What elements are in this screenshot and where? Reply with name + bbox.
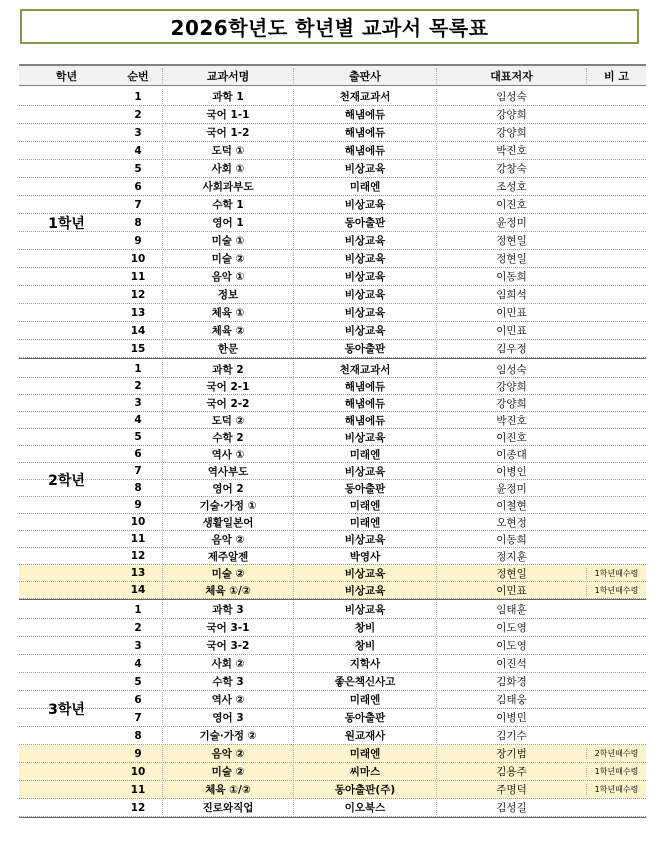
row-number: 15 bbox=[130, 342, 146, 355]
table-bottom-border bbox=[19, 817, 646, 818]
row-number: 8 bbox=[134, 482, 142, 494]
note-cell: 1학년때수령 bbox=[586, 568, 646, 579]
publisher-name: 해냄에듀 bbox=[293, 413, 436, 428]
row-number: 10 bbox=[130, 252, 146, 265]
note-cell: 2학년때수령 bbox=[586, 748, 646, 759]
row-number: 7 bbox=[134, 465, 142, 477]
publisher-name: 지학사 bbox=[293, 656, 436, 671]
author-name: 김성길 bbox=[436, 800, 586, 815]
publisher-name: 박영사 bbox=[293, 549, 436, 564]
row-number: 10 bbox=[130, 516, 146, 528]
author-name: 이도영 bbox=[436, 620, 586, 635]
author-name: 김화경 bbox=[436, 674, 586, 689]
book-name: 진로와직업 bbox=[162, 800, 293, 815]
author-name: 이진호 bbox=[436, 430, 586, 445]
publisher-name: 미래엔 bbox=[293, 746, 436, 761]
book-name: 과학 2 bbox=[162, 362, 293, 377]
note-cell: 1학년때수령 bbox=[586, 784, 646, 795]
author-name: 박진호 bbox=[436, 413, 586, 428]
author-name: 이종대 bbox=[436, 447, 586, 462]
row-number: 4 bbox=[134, 657, 142, 670]
author-name: 이철현 bbox=[436, 498, 586, 513]
publisher-name: 동아출판 bbox=[293, 215, 436, 230]
publisher-name: 해냄에듀 bbox=[293, 107, 436, 122]
author-name: 이민표 bbox=[436, 583, 586, 598]
book-name: 역사 ① bbox=[162, 447, 293, 462]
publisher-name: 비상교육 bbox=[293, 323, 436, 338]
author-name: 강양희 bbox=[436, 107, 586, 122]
book-name: 국어 2-1 bbox=[162, 379, 293, 394]
book-name: 수학 2 bbox=[162, 430, 293, 445]
author-name: 임성숙 bbox=[436, 362, 586, 377]
author-name: 김우정 bbox=[436, 341, 586, 356]
row-number: 9 bbox=[134, 499, 142, 511]
grade-label: 1학년 bbox=[48, 216, 85, 232]
book-name: 영어 2 bbox=[162, 481, 293, 496]
book-name: 과학 3 bbox=[162, 602, 293, 617]
book-name: 국어 1-2 bbox=[162, 125, 293, 140]
row-number: 9 bbox=[134, 747, 142, 760]
book-name: 영어 1 bbox=[162, 215, 293, 230]
row-number: 8 bbox=[134, 216, 142, 229]
author-name: 강양희 bbox=[436, 125, 586, 140]
author-name: 이도영 bbox=[436, 638, 586, 653]
row-number: 11 bbox=[130, 270, 146, 283]
author-name: 정현일 bbox=[436, 566, 586, 581]
publisher-name: 좋은책신사고 bbox=[293, 674, 436, 689]
row-number: 1 bbox=[134, 363, 142, 375]
row-number: 13 bbox=[130, 306, 146, 319]
row-number: 5 bbox=[134, 675, 142, 688]
row-number: 3 bbox=[134, 639, 142, 652]
author-name: 강창숙 bbox=[436, 161, 586, 176]
author-name: 이병인 bbox=[436, 464, 586, 479]
publisher-name: 비상교육 bbox=[293, 464, 436, 479]
book-name: 음악 ② bbox=[162, 746, 293, 761]
book-name: 기술·가정 ① bbox=[162, 498, 293, 513]
header-book: 교과서명 bbox=[162, 68, 293, 84]
book-name: 제주알젠 bbox=[162, 549, 293, 564]
publisher-name: 씨마스 bbox=[293, 764, 436, 779]
grade-separator bbox=[19, 358, 646, 359]
publisher-name: 해냄에듀 bbox=[293, 125, 436, 140]
row-number: 6 bbox=[134, 693, 142, 706]
book-name: 체육 ①/② bbox=[162, 583, 293, 598]
publisher-name: 동아출판 bbox=[293, 341, 436, 356]
row-number: 2 bbox=[134, 380, 142, 392]
book-name: 영어 3 bbox=[162, 710, 293, 725]
publisher-name: 동아출판 bbox=[293, 710, 436, 725]
publisher-name: 비상교육 bbox=[293, 251, 436, 266]
grade-separator bbox=[19, 599, 646, 600]
grade-label: 2학년 bbox=[48, 473, 85, 489]
publisher-name: 비상교육 bbox=[293, 602, 436, 617]
book-name: 미술 ① bbox=[162, 233, 293, 248]
author-name: 윤정미 bbox=[436, 215, 586, 230]
publisher-name: 비상교육 bbox=[293, 305, 436, 320]
publisher-name: 미래엔 bbox=[293, 447, 436, 462]
book-name: 역사부도 bbox=[162, 464, 293, 479]
author-name: 정현일 bbox=[436, 233, 586, 248]
row-number: 4 bbox=[134, 144, 142, 157]
publisher-name: 창비 bbox=[293, 638, 436, 653]
row-number: 12 bbox=[130, 550, 146, 562]
book-name: 한문 bbox=[162, 341, 293, 356]
publisher-name: 비상교육 bbox=[293, 566, 436, 581]
author-name: 오현정 bbox=[436, 515, 586, 530]
table-header-row bbox=[19, 64, 646, 86]
author-name: 김용주 bbox=[436, 764, 586, 779]
row-number: 1 bbox=[134, 603, 142, 616]
publisher-name: 해냄에듀 bbox=[293, 143, 436, 158]
publisher-name: 미래엔 bbox=[293, 515, 436, 530]
row-number: 7 bbox=[134, 711, 142, 724]
row-number: 7 bbox=[134, 198, 142, 211]
publisher-name: 천재교과서 bbox=[293, 89, 436, 104]
book-name: 역사 ② bbox=[162, 692, 293, 707]
book-name: 미술 ② bbox=[162, 764, 293, 779]
row-number: 3 bbox=[134, 126, 142, 139]
author-name: 김기수 bbox=[436, 728, 586, 743]
publisher-name: 동아출판 bbox=[293, 481, 436, 496]
publisher-name: 비상교육 bbox=[293, 233, 436, 248]
row-number: 14 bbox=[130, 584, 146, 596]
header-publisher: 출판사 bbox=[293, 68, 436, 84]
book-name: 미술 ② bbox=[162, 566, 293, 581]
book-name: 수학 3 bbox=[162, 674, 293, 689]
note-cell: 1학년때수령 bbox=[586, 766, 646, 777]
publisher-name: 비상교육 bbox=[293, 532, 436, 547]
publisher-name: 미래엔 bbox=[293, 498, 436, 513]
book-name: 체육 ② bbox=[162, 323, 293, 338]
book-name: 과학 1 bbox=[162, 89, 293, 104]
row-number: 9 bbox=[134, 234, 142, 247]
book-name: 도덕 ② bbox=[162, 413, 293, 428]
book-name: 국어 3-1 bbox=[162, 620, 293, 635]
publisher-name: 비상교육 bbox=[293, 197, 436, 212]
row-number: 11 bbox=[130, 783, 146, 796]
author-name: 이동희 bbox=[436, 532, 586, 547]
author-name: 임성숙 bbox=[436, 89, 586, 104]
row-number: 2 bbox=[134, 108, 142, 121]
row-number: 3 bbox=[134, 397, 142, 409]
book-name: 국어 1-1 bbox=[162, 107, 293, 122]
publisher-name: 비상교육 bbox=[293, 583, 436, 598]
row-number: 11 bbox=[130, 533, 146, 545]
row-number: 6 bbox=[134, 180, 142, 193]
author-name: 임태훈 bbox=[436, 602, 586, 617]
row-number: 6 bbox=[134, 448, 142, 460]
publisher-name: 비상교육 bbox=[293, 269, 436, 284]
publisher-name: 비상교육 bbox=[293, 161, 436, 176]
header-note: 비 고 bbox=[586, 68, 646, 84]
row-number: 13 bbox=[130, 567, 146, 579]
page-title: 2026학년도 학년별 교과서 목록표 bbox=[20, 9, 639, 44]
author-name: 이진석 bbox=[436, 656, 586, 671]
author-name: 정지훈 bbox=[436, 549, 586, 564]
author-name: 이민표 bbox=[436, 323, 586, 338]
publisher-name: 해냄에듀 bbox=[293, 396, 436, 411]
publisher-name: 동아출판(주) bbox=[293, 782, 436, 797]
book-name: 체육 ① bbox=[162, 305, 293, 320]
row-number: 14 bbox=[130, 324, 146, 337]
publisher-name: 창비 bbox=[293, 620, 436, 635]
header-grade: 학년 bbox=[55, 69, 78, 83]
book-name: 국어 3-2 bbox=[162, 638, 293, 653]
row-number: 5 bbox=[134, 162, 142, 175]
publisher-name: 미래엔 bbox=[293, 179, 436, 194]
author-name: 이진호 bbox=[436, 197, 586, 212]
book-name: 국어 2-2 bbox=[162, 396, 293, 411]
author-name: 강양희 bbox=[436, 379, 586, 394]
author-name: 장기범 bbox=[436, 746, 586, 761]
author-name: 박진호 bbox=[436, 143, 586, 158]
row-number: 5 bbox=[134, 431, 142, 443]
publisher-name: 해냄에듀 bbox=[293, 379, 436, 394]
grade-label: 3학년 bbox=[48, 702, 85, 718]
row-number: 1 bbox=[134, 90, 142, 103]
publisher-name: 원교재사 bbox=[293, 728, 436, 743]
row-number: 2 bbox=[134, 621, 142, 634]
author-name: 조성호 bbox=[436, 179, 586, 194]
book-name: 사회 ① bbox=[162, 161, 293, 176]
publisher-name: 비상교육 bbox=[293, 430, 436, 445]
author-name: 임희석 bbox=[436, 287, 586, 302]
author-name: 김태웅 bbox=[436, 692, 586, 707]
publisher-name: 미래엔 bbox=[293, 692, 436, 707]
row-number: 12 bbox=[130, 288, 146, 301]
author-name: 이민표 bbox=[436, 305, 586, 320]
row-number: 8 bbox=[134, 729, 142, 742]
book-name: 도덕 ① bbox=[162, 143, 293, 158]
row-number: 4 bbox=[134, 414, 142, 426]
book-name: 음악 ② bbox=[162, 532, 293, 547]
book-name: 미술 ② bbox=[162, 251, 293, 266]
book-name: 음악 ① bbox=[162, 269, 293, 284]
book-name: 체육 ①/② bbox=[162, 782, 293, 797]
publisher-name: 비상교육 bbox=[293, 287, 436, 302]
author-name: 강양희 bbox=[436, 396, 586, 411]
author-name: 이동희 bbox=[436, 269, 586, 284]
row-number: 10 bbox=[130, 765, 146, 778]
book-name: 수학 1 bbox=[162, 197, 293, 212]
book-name: 생활일본어 bbox=[162, 515, 293, 530]
book-name: 정보 bbox=[162, 287, 293, 302]
book-name: 기술·가정 ② bbox=[162, 728, 293, 743]
author-name: 윤정미 bbox=[436, 481, 586, 496]
author-name: 정현일 bbox=[436, 251, 586, 266]
header-author: 대표저자 bbox=[436, 68, 586, 84]
publisher-name: 이오북스 bbox=[293, 800, 436, 815]
author-name: 이병민 bbox=[436, 710, 586, 725]
publisher-name: 천재교과서 bbox=[293, 362, 436, 377]
book-name: 사회 ② bbox=[162, 656, 293, 671]
note-cell: 1학년때수령 bbox=[586, 585, 646, 596]
row-number: 12 bbox=[130, 801, 146, 814]
book-name: 사회과부도 bbox=[162, 179, 293, 194]
author-name: 주명덕 bbox=[436, 782, 586, 797]
header-num: 순번 bbox=[127, 69, 149, 83]
